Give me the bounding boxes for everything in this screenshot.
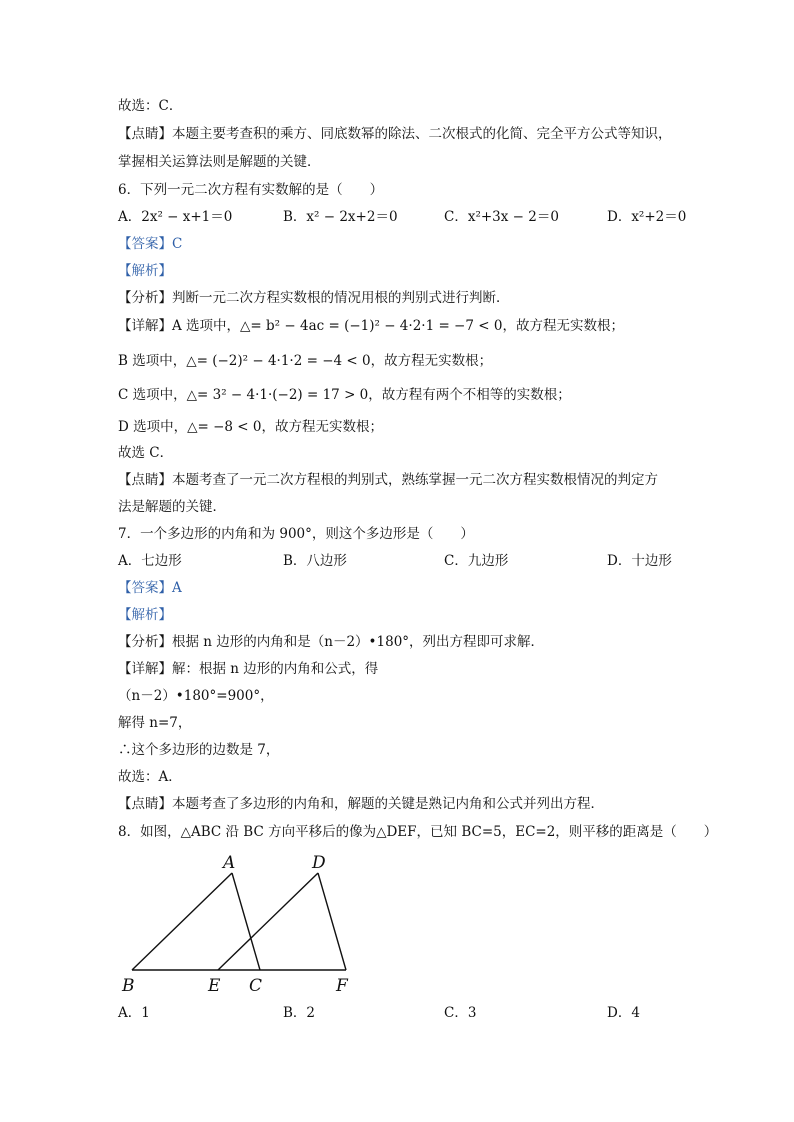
analysis-tag: 【解析】 bbox=[118, 263, 172, 279]
label-a: A bbox=[223, 853, 236, 873]
text-line: 故选 C． bbox=[118, 445, 174, 461]
detail-suffix: ，故方程无实数根； bbox=[261, 419, 383, 435]
detail-prefix: 【详解】A 选项中， bbox=[118, 318, 241, 334]
text-line: 故选：A． bbox=[118, 769, 182, 785]
q6-option-c: C．x²+3x − 2＝0 bbox=[444, 209, 559, 225]
label-c: C bbox=[249, 976, 263, 996]
formula: △= (−2)² − 4·1·2 = −4 < 0 bbox=[186, 353, 371, 369]
q6-option-a: A．2x² − x+1＝0 bbox=[118, 209, 233, 225]
label-d: D bbox=[312, 853, 326, 873]
detail-line bbox=[118, 385, 571, 405]
text-line: 【点睛】本题考查了多边形的内角和，解题的关键是熟记内角和公式并列出方程． bbox=[118, 796, 604, 812]
q7-option-c: C．九边形 bbox=[444, 553, 509, 569]
text-line: 故选：C． bbox=[118, 98, 183, 114]
formula: △= −8 < 0 bbox=[187, 419, 262, 435]
detail-suffix: ，故方程有两个不相等的实数根； bbox=[368, 387, 571, 403]
detail-line: 【详解】解：根据 n 边形的内角和公式，得 bbox=[118, 661, 379, 677]
q8-option-c: C．3 bbox=[444, 1005, 477, 1021]
formula: △= 3² − 4·1·(−2) = 17 > 0 bbox=[186, 387, 369, 403]
detail-suffix: ，故方程无实数根； bbox=[370, 353, 493, 369]
q6-option-d: D．x²+2＝0 bbox=[607, 209, 687, 225]
analysis-tag: 【解析】 bbox=[118, 607, 172, 623]
q8-option-a: A．1 bbox=[118, 1005, 150, 1021]
q8-option-d: D．4 bbox=[607, 1005, 640, 1021]
q7-option-a: A．七边形 bbox=[118, 553, 182, 569]
analysis-text: 【分析】判断一元二次方程实数根的情况用根的判别式进行判断． bbox=[118, 290, 510, 306]
detail-prefix: C 选项中， bbox=[118, 387, 187, 403]
label-e: E bbox=[208, 976, 221, 996]
analysis-text: 【分析】根据 n 边形的内角和是（n－2）•180°，列出方程即可求解． bbox=[118, 634, 545, 650]
q6-option-b: B．x² − 2x+2＝0 bbox=[283, 209, 398, 225]
answer-tag: 【答案】C bbox=[118, 236, 183, 252]
q8-option-b: B．2 bbox=[283, 1005, 316, 1021]
question-6: 6．下列一元二次方程有实数解的是（ ） bbox=[118, 182, 384, 198]
text-line: ∴这个多边形的边数是 7， bbox=[118, 742, 280, 758]
label-b: B bbox=[122, 976, 135, 996]
detail-line bbox=[118, 417, 383, 437]
label-f: F bbox=[336, 976, 348, 996]
segment-df bbox=[318, 873, 346, 970]
question-7: 7．一个多边形的内角和为 900°，则这个多边形是（ ） bbox=[118, 526, 474, 542]
question-8: 8．如图，△ABC 沿 BC 方向平移后的像为△DEF，已知 BC=5，EC=2，则平移的距离是（ ） bbox=[118, 824, 718, 840]
detail-line bbox=[118, 316, 624, 336]
segment-ab bbox=[132, 873, 232, 970]
q7-option-d: D．十边形 bbox=[607, 553, 672, 569]
equation-line: （n－2）•180°=900°， bbox=[118, 688, 274, 704]
formula: △= b² − 4ac = (−1)² − 4·2·1 = −7 < 0 bbox=[240, 318, 503, 334]
text-line: 【点睛】本题主要考查积的乘方、同底数幂的除法、二次根式的化简、完全平方公式等知识， bbox=[118, 126, 672, 142]
detail-prefix: D 选项中， bbox=[118, 419, 188, 435]
translation-triangle-figure bbox=[110, 848, 370, 998]
detail-suffix: ，故方程无实数根； bbox=[502, 318, 624, 334]
detail-prefix: B 选项中， bbox=[118, 353, 187, 369]
text-line: 掌握相关运算法则是解题的关键． bbox=[118, 154, 321, 170]
text-line: 【点睛】本题考查了一元二次方程根的判别式，熟练掌握一元二次方程实数根情况的判定方 bbox=[118, 472, 658, 488]
text-line: 法是解题的关键． bbox=[118, 499, 226, 515]
segment-ac bbox=[232, 873, 260, 970]
q7-option-b: B．八边形 bbox=[283, 553, 347, 569]
detail-line bbox=[118, 351, 492, 371]
segment-de bbox=[218, 873, 318, 970]
text-line: 解得 n=7， bbox=[118, 715, 192, 731]
answer-tag: 【答案】A bbox=[118, 580, 182, 596]
